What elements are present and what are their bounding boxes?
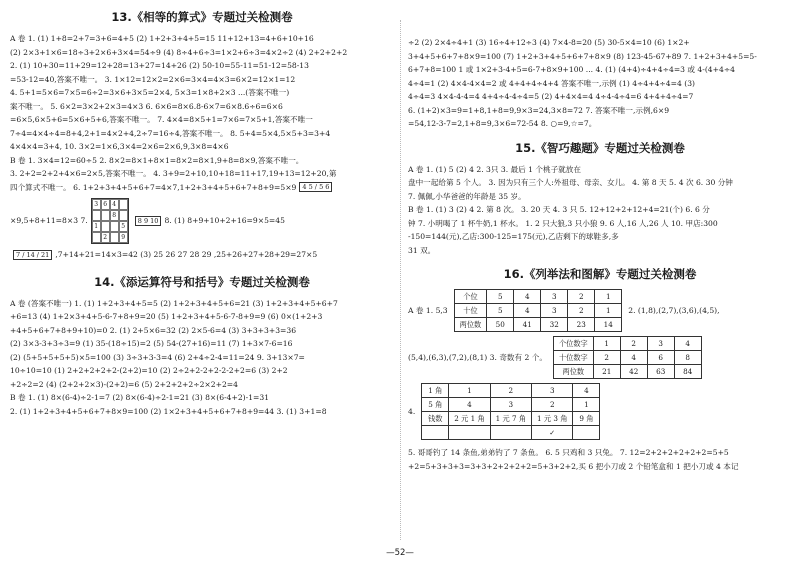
table-cell: 4 [449, 398, 490, 412]
table-row [553, 365, 701, 379]
text-line: +2=5+3+3+3=3+3+2+2+2+2=5+3+2+2,买 6 把小刀或 2 个铅笔盒和 1 把小刀或 4 本记 [408, 461, 739, 471]
table-cell: 2 [490, 384, 531, 398]
left-column [10, 0, 394, 418]
grid-cell: 1 [92, 221, 101, 232]
continued-lines [408, 36, 792, 131]
section-16-end-lines [408, 446, 792, 473]
table-cell: 1 角 [422, 384, 449, 398]
grid-cell: 9 [119, 232, 128, 243]
grid-cell: 2 [101, 232, 110, 243]
table-cell: 63 [647, 365, 674, 379]
text-line: 四个算式不唯一。 6. 1+2+3+4+5+6+7=4×7,1+2+3+4+5+6+7+8+9=5×9 [10, 182, 297, 192]
table-cell: 3 [490, 398, 531, 412]
number-box: 7 / 14 / 21 [13, 250, 52, 260]
text-line: 4×4×4=3+4, 10. 3×2=1×6,3×4=2×6=2×6,9,3×8=4×6 [10, 142, 229, 151]
table-cell: 3 [647, 337, 674, 351]
cross-cell: 8 [137, 217, 142, 225]
text-line: 4. 5+1=5×6=7×5=6÷2=3×6+3×5=2×4, 5×3=1×8+2×3 ...(答案不唯一) [10, 88, 290, 97]
q1-row [408, 289, 792, 332]
table-cell: 十位 [454, 304, 487, 318]
table-cell [422, 426, 449, 440]
text-line: +4+5+6+7+8+9+10)=0 2. (1) 2+5×6=32 (2) 2×5-6=4 (3) 3+3+3+3=36 [10, 325, 297, 335]
text-line: B 卷 1. (1) 8×(6-4)÷2-1=7 (2) 8×(6-4)÷2-1=21 (3) 8×(6-4+2)-1=31 [10, 393, 270, 402]
table-cell: 8 [674, 351, 701, 365]
table-cell: 1 [595, 290, 622, 304]
table-cell: 9 角 [573, 412, 600, 426]
table-cell: 1 [449, 384, 490, 398]
section-14-lines [10, 297, 394, 419]
table-cell: 42 [620, 365, 647, 379]
table-cell: 1 [573, 398, 600, 412]
text-line: ,7+14+21=14×3=42 (3) 25 26 27 28 29 ,25+26+27+28+29=27×5 [55, 250, 318, 259]
table-cell: 23 [568, 318, 595, 332]
text-line: B 卷 1. 3×4=12=60÷5 2. 8×2=8×1+8×1=8×2=8×1,9+8=8×9,答案不唯一。 [10, 155, 304, 165]
table-cell: 2 [568, 290, 595, 304]
table-cell: 2 [568, 304, 595, 318]
table-cell: 4 [620, 351, 647, 365]
table-cell: 两位数 [553, 365, 593, 379]
cross-cell: 9 [143, 217, 149, 225]
table-cell [573, 426, 600, 440]
table-cell: 4 [514, 290, 541, 304]
text-line: ÷2 (2) 2×4÷4+1 (3) 16÷4+12÷3 (4) 7×4-8=20 (5) 30-5×4=10 (6) 1×2+ [408, 38, 690, 47]
cross-cell: 10 [150, 217, 159, 225]
grid-cell: 6 [101, 199, 110, 210]
grid-cell [119, 199, 128, 210]
grid-cell [101, 221, 110, 232]
number-box: 4 5 / 5 6 [299, 182, 332, 192]
q3-row [408, 336, 792, 379]
digit-table-1 [454, 289, 623, 332]
text-line: 3. 2+2=2+2+4×6=2×5,答案不唯一。 4. 3+9=2+10,10+18=11+17,19+13=12+20,第 [10, 169, 337, 178]
table-cell: 1 元 3 角 [532, 412, 573, 426]
section-16-title: 16.《列举法和图解》专题过关检测卷 [503, 267, 697, 281]
table-cell: 5 角 [422, 398, 449, 412]
text-line: 7÷4=4×4÷4=8+4,2+1=4×2+4,2÷7=16÷4,答案不唯一。 8. 5+4=5×4,5×5+3=3+4 [10, 128, 331, 138]
section-13-title: 13.《相等的算式》专题过关检测卷 [111, 10, 293, 24]
text-line: 5. 哥哥钓了 14 条鱼,弟弟钓了 7 条鱼。 6. 5 只鸡和 3 只兔。 7. 12=2+2+2+2+2+2=5+5 [408, 448, 729, 457]
section-13-lines [10, 32, 394, 194]
text-line: (2) 2×3+1×6=18÷3+2×6+3×4=54÷9 (4) 8÷4+6÷3=1×2+6÷3=4×2÷2 (4) 2+2+2+2 [10, 47, 348, 57]
text-line: (2) 3×3-3+3÷3=9 (1) 35-(18÷15)=2 (5) 54-(27+16)=11 (7) 1+3×7-6=16 [10, 339, 293, 348]
table-cell: 84 [674, 365, 701, 379]
text-line: (5,4),(6,3),(7,2),(8,1) 3. 奇数有 2 个。 [408, 352, 547, 362]
text-line-with-box [10, 181, 394, 195]
table-cell: 1 [595, 304, 622, 318]
table-row [553, 351, 701, 365]
table-cell: 32 [541, 318, 568, 332]
text-line: =53-12=40,答案不唯一。 3. 1×12=12×2=2×6=3×4=4×3=6×2=12×1=12 [10, 74, 296, 84]
table-row [422, 384, 600, 398]
table-cell [490, 426, 531, 440]
text-line: A 卷 1. (1) 1+8=2+7=3+6=4+5 (2) 1+2+3+4+5=15 11+12+13=4+6+10+16 [10, 34, 314, 43]
table-cell: 5 [487, 304, 514, 318]
text-line: =54,12-3-7=2,1+8=9,3×6=72-54 8. ○=9,☆=7。 [408, 119, 597, 128]
text-line: 10÷10=10 (1) 2+2+2+2+2-(2+2)=10 (2) 2÷2+2-2+2-2-2+2=6 (3) 2+2 [10, 366, 288, 375]
text-line: (2) (5+5+5+5+5)×5=100 (3) 3÷3+3-3=4 (6) 2+4÷2-4=11=24 9. 3+13×7= [10, 352, 305, 362]
text-line: -150=144(元),乙店:300-125=175(元),乙店剩下的球鞋多,多 [408, 232, 619, 241]
table-cell: 5 [487, 290, 514, 304]
table-cell: 2 [620, 337, 647, 351]
text-line: B 卷 1. (1) 3 (2) 4 2. 第 8 次。 3. 20 天 4. 3 只 5. 12+12+2+12+4=21(个) 6. 6 分 [408, 205, 710, 214]
table-cell: 个位数字 [553, 337, 593, 351]
coin-table [421, 383, 600, 440]
text-line: 2. (1,8),(2,7),(3,6),(4,5), [628, 305, 720, 315]
grid-cell [92, 210, 101, 221]
text-line: 盘中一起给第 5 个人。 3. 因为只有三个人:外祖母、母亲、女儿。 4. 第 8 天 5. 4 次 6. 30 分钟 [408, 178, 733, 187]
grid-cell: 8 [110, 210, 119, 221]
text-line-with-box [10, 248, 394, 262]
table-row [454, 304, 622, 318]
table-cell: 41 [514, 318, 541, 332]
checkmark-cell: ✓ [532, 426, 573, 440]
text-line: 案不唯一。 5. 6×2=3×2+2×3=4×3 6. 6×6=8×6.8-6×7=6×8.6÷6=6×6 [10, 101, 283, 111]
text-line: =6×5,6×5+6=5×6+5+6,答案不唯一。 7. 4×4=8×5+1=7×6=7×5+1,答案不唯一 [10, 115, 313, 124]
table-cell: 1 元 7 角 [490, 412, 531, 426]
section-15-lines [408, 163, 792, 258]
text-line: +2÷2=2 (4) (2+2+2×3)-(2+2)=6 (5) 2+2+2+2÷2×2+2=4 [10, 379, 238, 389]
table-row [454, 290, 622, 304]
table-cell: 3 [532, 384, 573, 398]
cross-figure [135, 216, 162, 226]
table-row [422, 412, 600, 426]
grid-cell: 4 [110, 199, 119, 210]
table-cell: 2 [593, 351, 620, 365]
text-line: 钟 7. 小明喝了 1 杯牛奶,1 杯水。 1. 2 只大狼,3 只小狼 9. 6 人,16 人,26 人 10. 甲店:300 [408, 218, 718, 228]
grid-cell [119, 210, 128, 221]
text-line: +6=13 (4) 1+2×3+4+5-6-7+8+9=20 (5) 1+2+3+4+5-6-7-8+9=9 (6) 0×(1+2+3 [10, 312, 323, 321]
table-cell: 14 [595, 318, 622, 332]
text-line: A 卷 (答案不唯一) 1. (1) 1+2+3+4+5=5 (2) 1+2+3+4+5+6=21 (3) 1+2+3+4+5+6+7 [10, 298, 338, 308]
table-cell: 2 [532, 398, 573, 412]
table-row [454, 318, 622, 332]
table-cell: 6 [647, 351, 674, 365]
table-cell: 21 [593, 365, 620, 379]
table-row [553, 337, 701, 351]
text-line: 2. (1) 10+30=11+29=12+28=13+27=14+26 (2) 50-10=55-11=51-12=58-13 [10, 61, 309, 70]
section-14-title: 14.《添运算符号和括号》专题过关检测卷 [94, 274, 310, 289]
text-line: 4÷4=3 4×4-4-4=4 4+4÷4-4÷4=5 (2) 4+4×4=4 4÷4-4÷4=6 4+4+4÷4=7 [408, 92, 694, 101]
table-cell: 1 [593, 337, 620, 351]
section-15-title: 15.《智巧趣题》专题过关检测卷 [515, 140, 685, 155]
right-column [408, 0, 792, 473]
digit-table-2 [553, 336, 702, 379]
table-cell: 十位数字 [553, 351, 593, 365]
table-cell: 钱数 [422, 412, 449, 426]
table-cell: 3 [541, 290, 568, 304]
text-line: ×9,5+8+11=8×3 7. [10, 216, 88, 226]
table-row [422, 426, 600, 440]
grid-cell: 3 [92, 199, 101, 210]
table-row [422, 398, 600, 412]
text-line: 8. (1) 8+9+10+2+16=9×5=45 [164, 216, 285, 226]
column-divider [400, 20, 401, 540]
text-line: 6+7+8=100 1 或 1×2+3-4+5=6-7+8×9+100 ... 4. (1) (4+4)÷4+4÷4=3 或 4-(4+4÷4 [408, 65, 736, 74]
grid-cell [110, 221, 119, 232]
table-cell: 两位数 [454, 318, 487, 332]
grid-cell [92, 232, 101, 243]
table-cell: 2 元 1 角 [449, 412, 490, 426]
question-number: 4. [408, 406, 416, 416]
table-cell [449, 426, 490, 440]
text-line: 4÷4=1 (2) 4×4-4×4=2 或 4+4+4÷4+4 答案不唯一,示例 (1) 4÷4+4÷4=4 (3) [408, 78, 695, 88]
table-cell: 3 [541, 304, 568, 318]
grid-cell [110, 232, 119, 243]
text-line: 7. 佩佩,小华爸爸的年龄是 35 岁。 [408, 191, 526, 201]
grid-cell: 5 [119, 221, 128, 232]
text-line: A 卷 1. (1) 5 (2) 4 2. 3只 3. 最后 1 个桃子就放在 [408, 164, 581, 174]
table-cell: 50 [487, 318, 514, 332]
text-line: 31 双。 [408, 245, 436, 255]
text-line: 2. (1) 1+2+3+4+5+6+7+8×9=100 (2) 1×2+3+4+5+6+7+8+9=44 3. (1) 3+1=8 [10, 406, 327, 416]
grid-cell [101, 210, 110, 221]
grid-answer-row [10, 198, 394, 244]
table-cell: 个位 [454, 290, 487, 304]
number-grid [91, 198, 129, 244]
table-cell: 4 [514, 304, 541, 318]
text-line: 3+4+5+6+7+8×9=100 (7) 1+2+3+4+5+6+7+8×9 (8) 123-45-67+89 7. 1+2+3+4+5=5- [408, 51, 757, 61]
q4-row [408, 383, 792, 440]
table-cell: 4 [674, 337, 701, 351]
text-line: A 卷 1. 5,3 [408, 305, 448, 315]
page-number: —52— [386, 548, 414, 558]
text-line: 6. (1+2)×3=9=1+8,1+8=9,9×3=24,3×8=72 7. 答案不唯一,示例,6×9 [408, 105, 670, 115]
table-cell: 4 [573, 384, 600, 398]
